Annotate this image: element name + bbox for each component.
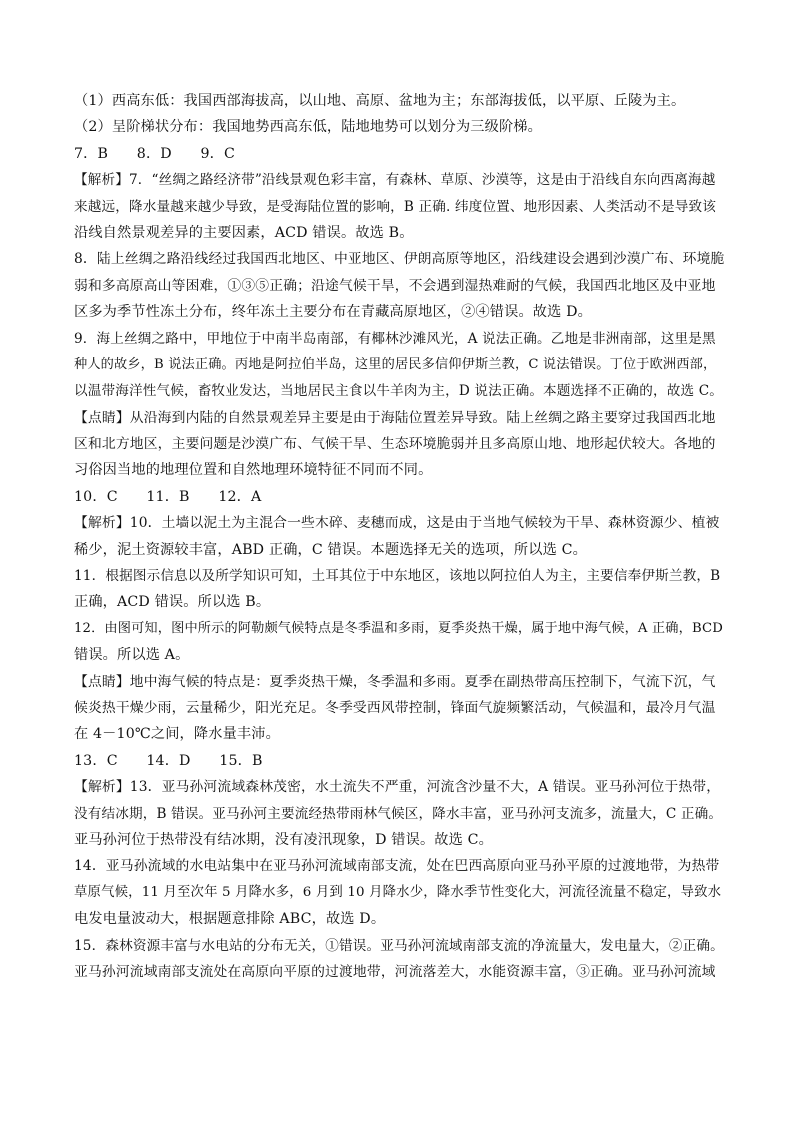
text-line: 草原气候，11 月至次年 5 月降水多，6 月到 10 月降水少，降水季节性变化大，河流径流量不稳定，导致水	[74, 884, 722, 900]
text-line: 候炎热干燥少雨，云量稀少，阳光充足。冬季受西风带控制，锋面气旋频繁活动，气候温和，最冷月气温	[74, 699, 716, 716]
text-line: 13．C 14．D 15．B	[74, 752, 263, 769]
text-line: 以温带海洋性气候，畜牧业发达，当地居民主食以牛羊肉为主，D 说法正确。本题选择不正确的，故选 C。	[74, 383, 724, 400]
text-line: 种人的故乡，B 说法正确。丙地是阿拉伯半岛，这里的居民多信仰伊斯兰教，C 说法错误。丁位于欧洲西部，	[74, 356, 717, 372]
text-line: （1）西高东低：我国西部海拔高，以山地、高原、盆地为主；东部海拔低，以平原、丘陵为主。	[74, 93, 686, 109]
text-line: 亚马孙河位于热带没有结冰期，没有凌汛现象，D 错误。故选 C。	[74, 831, 493, 848]
text-line: 来越远，降水量越来越少导致，是受海陆位置的影响，B 正确. 纬度位置、地形因素、人类活动不是导致该	[74, 198, 717, 215]
text-line: 习俗因当地的地理位置和自然地理环境特征不同而不同。	[74, 462, 433, 479]
text-line: 14．亚马孙流域的水电站集中在亚马孙河流域南部支流，处在巴西高原向亚马孙平原的过渡地带，为热带	[74, 858, 720, 875]
text-line: 沿线自然景观差异的主要因素，ACD 错误。故选 B。	[74, 224, 414, 241]
text-line: 没有结冰期，B 错误。亚马孙河主要流经热带雨林气候区，降水丰富，亚马孙河支流多，流量大，C 正确。	[74, 805, 723, 822]
text-line: 11．根据图示信息以及所学知识可知，土耳其位于中东地区，该地以阿拉伯人为主，主要信奉伊斯兰教，B	[74, 568, 721, 585]
text-line: 15．森林资源丰富与水电站的分布无关，①错误。亚马孙河流域南部支流的净流量大，发电量大，②正确。	[74, 937, 724, 954]
text-line: 错误。所以选 A。	[74, 647, 190, 664]
text-line: 电发电量波动大，根据题意排除 ABC，故选 D。	[74, 911, 386, 928]
text-line: 12．由图可知，图中所示的阿勒颇气候特点是冬季温和多雨，夏季炎热干燥，属于地中海气候，A 正确，BCD	[74, 620, 723, 636]
text-line: 【解析】13．亚马孙河流域森林茂密，水土流失不严重，河流含沙量不大，A 错误。亚马孙河位于热带，	[74, 779, 721, 796]
text-line: 7．B 8．D 9．C	[74, 145, 235, 162]
text-line: 弱和多高原高山等困难，①③⑤正确；沿途气候干旱，不会遇到湿热难耐的气候，我国西北地区及中亚地	[74, 277, 716, 294]
text-line: 【点睛】地中海气候的特点是：夏季炎热干燥，冬季温和多雨。夏季在副热带高压控制下，气流下沉，气	[74, 673, 716, 690]
text-line: 亚马孙河流域南部支流处在高原向平原的过渡地带，河流落差大，水能资源丰富，③正确。亚马孙河流域	[74, 963, 716, 980]
text-line: 【解析】7．“丝绸之路经济带”沿线景观色彩丰富，有森林、草原、沙漠等，这是由于沿线自东向西离海越	[74, 172, 716, 189]
text-line: 区和北方地区，主要问题是沙漠广布、气候干旱、生态环境脆弱并且多高原山地、地形起伏较大。各地的	[74, 436, 716, 453]
text-line: 区多为季节性冻土分布，终年冻土主要分布在青藏高原地区，②④错误。故选 D。	[74, 304, 592, 321]
text-line: 9．海上丝绸之路中，甲地位于中南半岛南部，有椰林沙滩风光，A 说法正确。乙地是非洲南部，这里是黑	[74, 330, 716, 347]
text-line: 稀少，泥土资源较丰富，ABD 正确，C 错误。本题选择无关的选项，所以选 C。	[74, 541, 587, 558]
answer-explanation-page	[74, 88, 724, 985]
text-line: 【解析】10．土墙以泥土为主混合一些木碎、麦穗而成，这是由于当地气候较为干旱、森林资源少、植被	[74, 515, 720, 532]
text-line: 正确，ACD 错误。所以选 B。	[74, 594, 271, 611]
text-line: 8．陆上丝绸之路沿线经过我国西北地区、中亚地区、伊朗高原等地区，沿线建设会遇到沙漠广布、环境脆	[74, 251, 725, 268]
text-line: 10．C 11．B 12．A	[74, 488, 262, 505]
text-line: 【点睛】从沿海到内陆的自然景观差异主要是由于海陆位置差异导致。陆上丝绸之路主要穿过我国西北地	[74, 409, 716, 426]
text-line: 在 4－10℃之间，降水量丰沛。	[74, 726, 280, 743]
text-line: （2）呈阶梯状分布：我国地势西高东低，陆地地势可以划分为三级阶梯。	[74, 119, 542, 136]
